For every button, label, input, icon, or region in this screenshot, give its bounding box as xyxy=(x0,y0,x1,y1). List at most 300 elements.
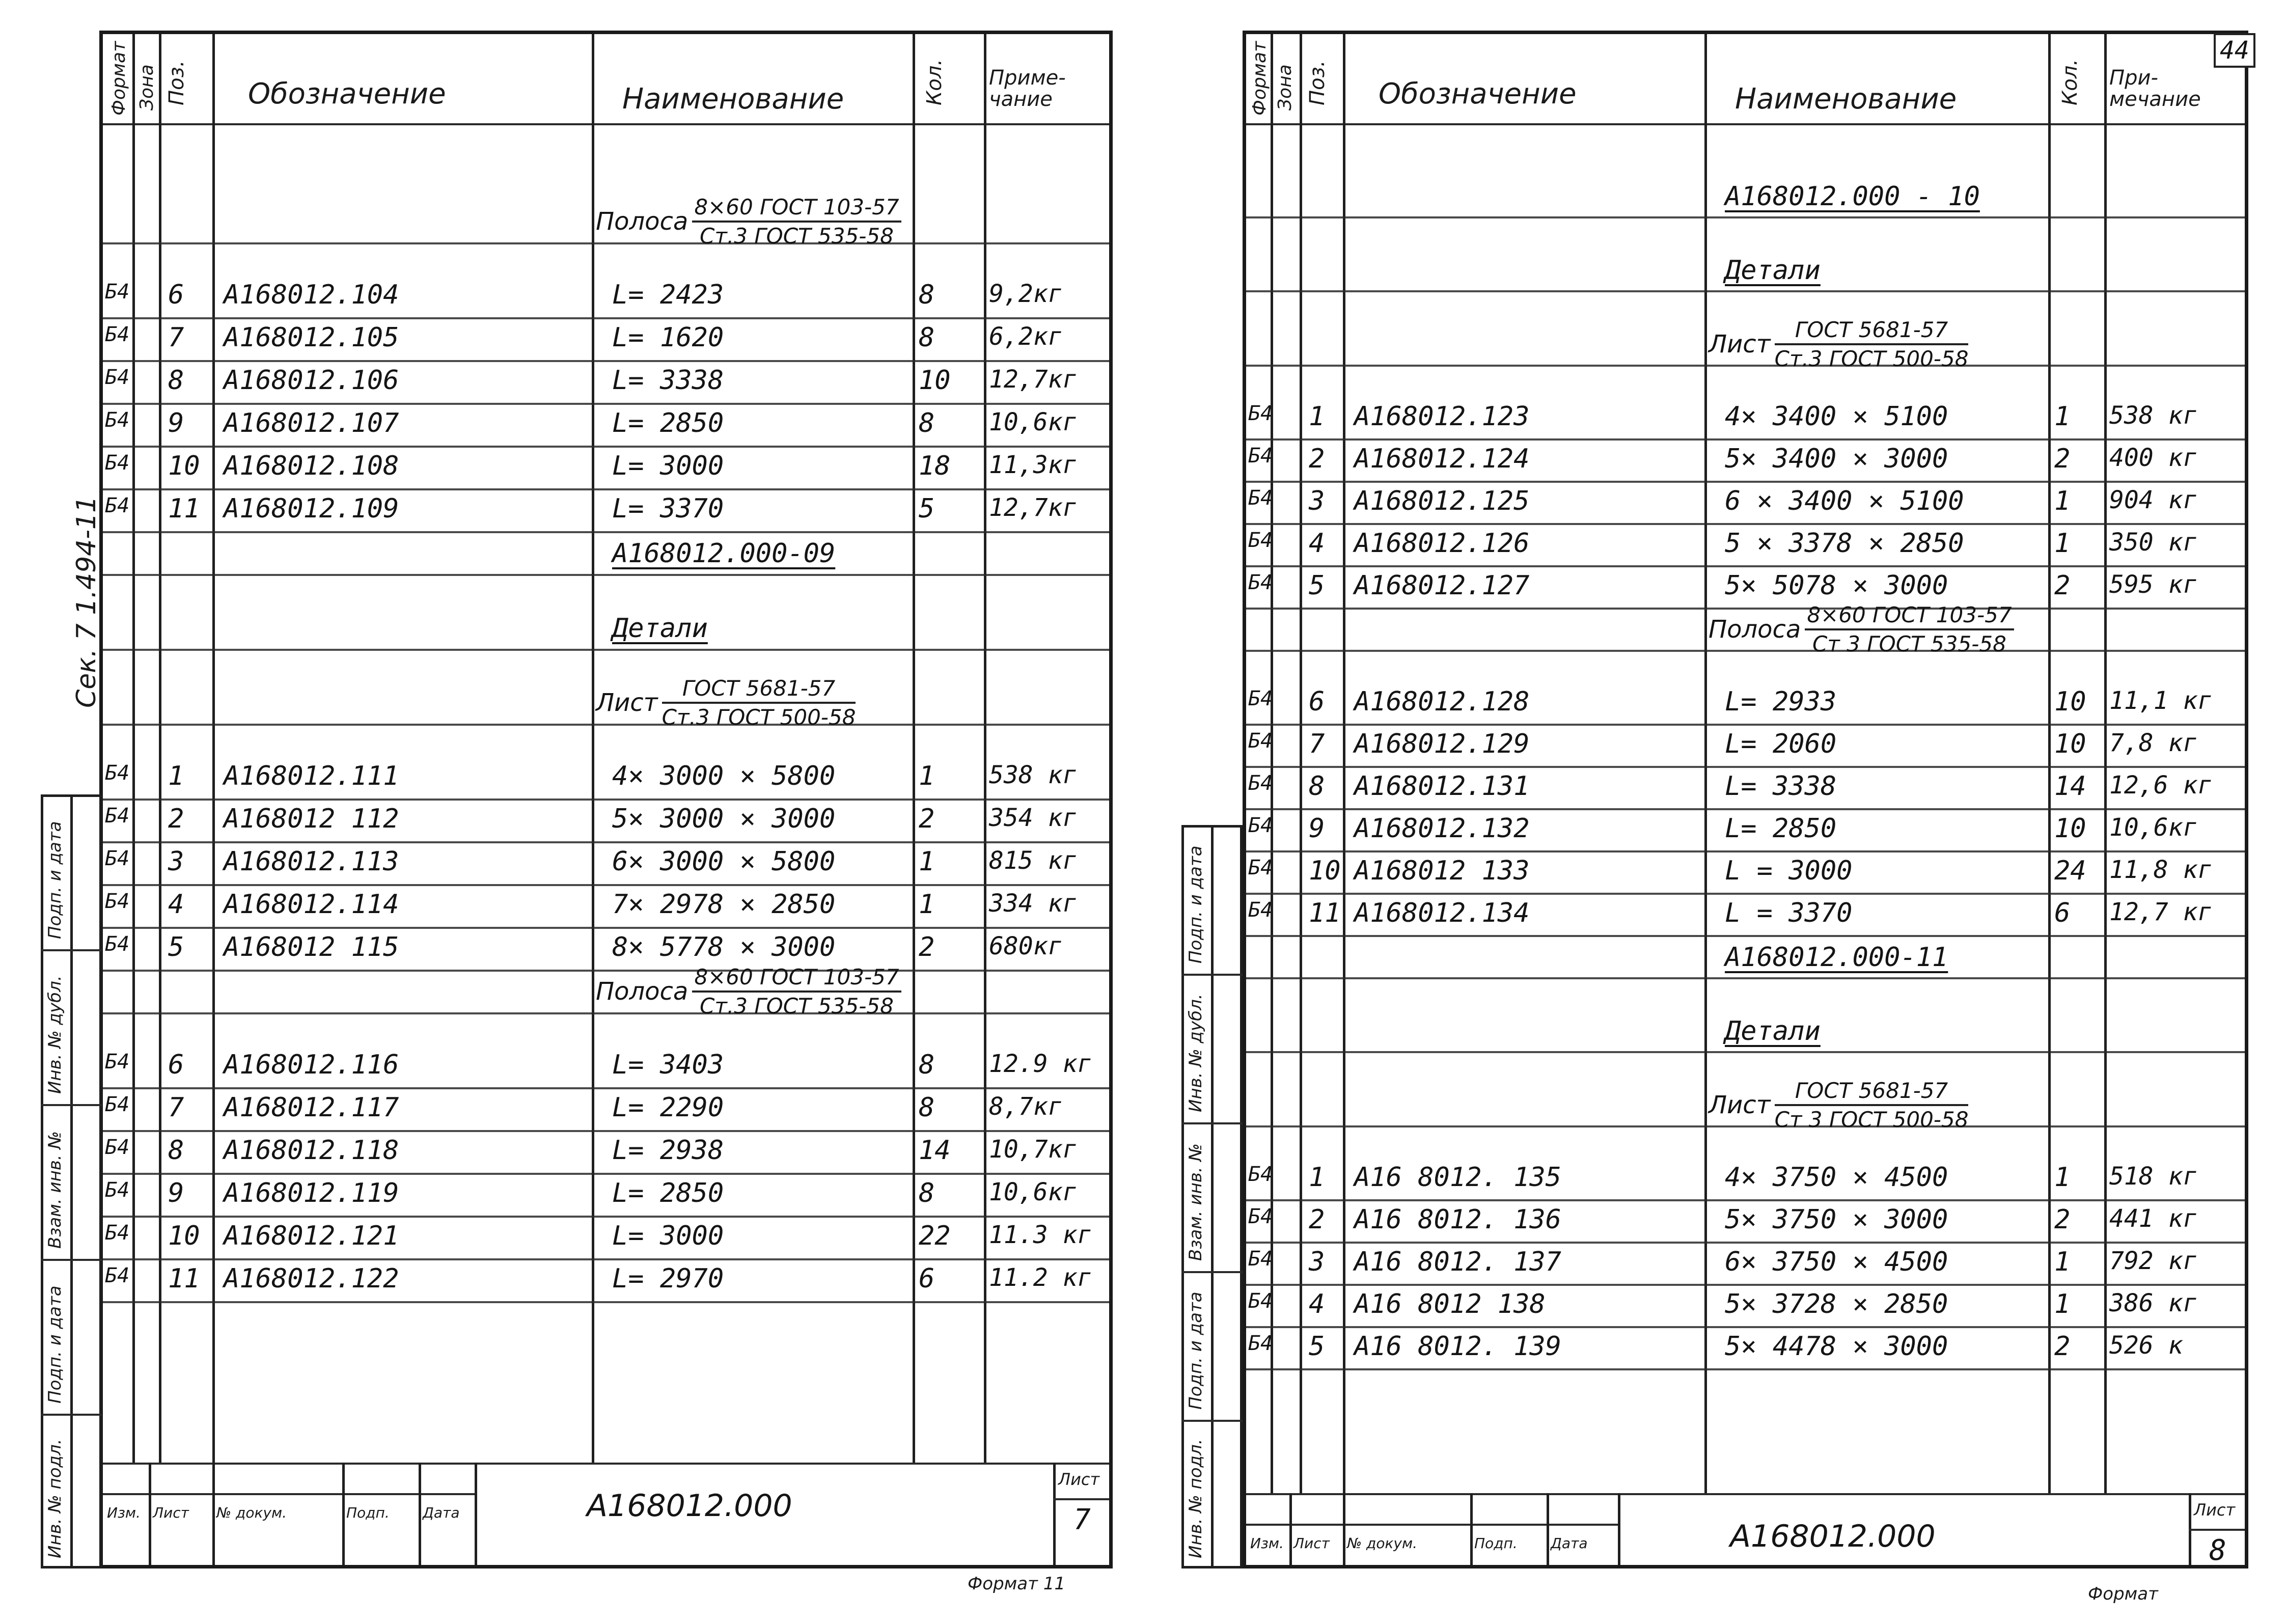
section-title: А168012.000-11 xyxy=(1725,942,1948,973)
row-divider xyxy=(103,574,1109,576)
stamp-field-label: Лист xyxy=(1293,1535,1330,1552)
row-note: 518 кг xyxy=(2109,1162,2198,1191)
row-designation: А168012 133 xyxy=(1354,856,1530,886)
column-divider xyxy=(2048,34,2051,1493)
row-note: 904 кг xyxy=(2109,485,2198,514)
row-divider xyxy=(1246,1368,2245,1370)
row-divider xyxy=(103,317,1109,319)
row-name: L= 3370 xyxy=(612,493,724,524)
stamp-field-label: Дата xyxy=(423,1504,460,1521)
row-note: 386 кг xyxy=(2109,1288,2198,1317)
row-note: 815 кг xyxy=(989,846,1078,875)
row-position: 8 xyxy=(168,1135,184,1166)
stamp-sheet-line xyxy=(2189,1529,2245,1531)
row-name: 6 × 3400 × 5100 xyxy=(1725,485,1964,516)
header-note: При- мечание xyxy=(2109,66,2201,111)
column-divider xyxy=(592,34,594,1463)
row-name: 4× 3750 × 4500 xyxy=(1725,1162,1948,1193)
format-caption-right: Формат xyxy=(2088,1584,2158,1604)
stamp-field-label: № докум. xyxy=(1347,1535,1418,1552)
row-name: L= 2970 xyxy=(612,1263,724,1294)
row-note: 680кг xyxy=(989,932,1063,960)
row-quantity: 8 xyxy=(919,1178,935,1208)
spec-sheet-left xyxy=(99,31,1113,1568)
row-note: 11,3кг xyxy=(989,451,1078,479)
row-divider xyxy=(1246,1051,2245,1053)
stamp-field-divider xyxy=(149,1463,151,1565)
row-designation: А168012.134 xyxy=(1354,898,1530,928)
stamp-field-divider xyxy=(342,1463,345,1565)
material-spec xyxy=(596,965,901,1019)
row-note: 10,7кг xyxy=(989,1135,1078,1164)
row-designation: А168012.107 xyxy=(224,408,399,438)
row-divider xyxy=(1246,1284,2245,1286)
row-format: Б4 xyxy=(1248,444,1273,467)
row-divider xyxy=(103,799,1109,801)
row-format: Б4 xyxy=(105,280,130,304)
row-note: 11.2 кг xyxy=(989,1263,1092,1292)
row-position: 8 xyxy=(168,365,184,396)
row-position: 9 xyxy=(168,408,184,438)
row-position: 6 xyxy=(1309,686,1325,717)
column-divider xyxy=(132,34,135,1463)
stamp-sheet-label: Лист xyxy=(2194,1500,2236,1520)
stamp-field-label: Изм. xyxy=(1250,1535,1284,1552)
row-note: 11,1 кг xyxy=(2109,686,2213,715)
material-grade: Ст 3 ГОСТ 535-58 xyxy=(1812,631,2006,656)
header-note: Приме- чание xyxy=(989,66,1066,111)
row-quantity: 8 xyxy=(919,408,935,438)
material-fraction xyxy=(692,195,901,249)
row-note: 538 кг xyxy=(2109,401,2198,430)
header-format: Формат xyxy=(108,41,129,116)
row-note: 441 кг xyxy=(2109,1204,2198,1233)
row-position: 7 xyxy=(168,322,184,353)
header-name: Наименование xyxy=(622,82,844,116)
row-divider xyxy=(103,360,1109,362)
row-quantity: 1 xyxy=(2054,1162,2071,1193)
row-designation: А168012.122 xyxy=(224,1263,399,1294)
header-format: Формат xyxy=(1249,41,1270,116)
row-position: 6 xyxy=(168,1050,184,1080)
row-divider xyxy=(1246,1199,2245,1201)
material-fraction xyxy=(1775,317,1969,371)
row-divider xyxy=(1246,893,2245,895)
stamp-sheet-label: Лист xyxy=(1058,1470,1100,1489)
row-name: L= 3403 xyxy=(612,1050,724,1080)
row-name: 8× 5778 × 3000 xyxy=(612,932,836,962)
stamp-code-divider xyxy=(1618,1493,1620,1565)
row-position: 6 xyxy=(168,280,184,310)
row-format: Б4 xyxy=(1248,486,1273,510)
row-position: 2 xyxy=(168,804,184,834)
row-note: 334 кг xyxy=(989,889,1078,918)
side-note: Сек. 7 1.494-11 xyxy=(71,496,102,708)
row-format: Б4 xyxy=(105,1178,130,1202)
stamp-document-code: А168012.000 xyxy=(587,1488,792,1524)
row-designation: А168012.118 xyxy=(224,1135,399,1166)
row-designation: А168012.128 xyxy=(1354,686,1530,717)
row-quantity: 6 xyxy=(2054,898,2071,928)
row-quantity: 1 xyxy=(2054,1288,2071,1319)
row-name: 5× 3400 × 3000 xyxy=(1725,443,1948,474)
row-quantity: 1 xyxy=(2054,485,2071,516)
row-name: L= 2423 xyxy=(612,280,724,310)
row-designation: А168012 112 xyxy=(224,804,399,834)
row-name: L= 3338 xyxy=(1725,771,1837,802)
material-spec xyxy=(1709,317,1968,371)
stamp-sheet-number: 7 xyxy=(1073,1503,1091,1536)
row-divider xyxy=(1246,481,2245,483)
stamp-field-divider xyxy=(212,1463,215,1565)
material-grade: Ст.3 ГОСТ 535-58 xyxy=(700,224,894,249)
row-position: 8 xyxy=(1309,771,1325,802)
row-designation: А16 8012. 139 xyxy=(1354,1331,1561,1362)
stamp-code-divider xyxy=(475,1463,477,1565)
row-name: L = 3000 xyxy=(1725,856,1853,886)
row-divider xyxy=(1246,766,2245,768)
row-format: Б4 xyxy=(105,847,130,870)
column-divider xyxy=(212,34,215,1463)
material-fraction xyxy=(692,965,901,1019)
row-divider xyxy=(1246,808,2245,810)
row-designation: А168012.106 xyxy=(224,365,399,396)
header-name: Наименование xyxy=(1735,82,1957,116)
row-quantity: 8 xyxy=(919,1050,935,1080)
header-designation: Обозначение xyxy=(248,77,446,111)
row-position: 9 xyxy=(168,1178,184,1208)
column-divider xyxy=(1343,34,1345,1493)
row-format: Б4 xyxy=(105,451,130,475)
row-quantity: 24 xyxy=(2054,856,2086,886)
row-divider xyxy=(103,1130,1109,1132)
row-quantity: 1 xyxy=(919,761,935,791)
side-divider xyxy=(70,794,73,1568)
row-divider xyxy=(103,1173,1109,1175)
row-format: Б4 xyxy=(105,804,130,828)
column-divider xyxy=(1704,34,1707,1493)
stamp-sheet-number: 8 xyxy=(2209,1534,2226,1567)
row-designation: А168012.105 xyxy=(224,322,399,353)
row-quantity: 2 xyxy=(919,804,935,834)
row-divider xyxy=(103,841,1109,843)
material-grade: Ст.3 ГОСТ 500-58 xyxy=(1774,346,1969,371)
row-divider xyxy=(1246,565,2245,567)
side-label: Взам. инв. № xyxy=(1186,1143,1206,1261)
row-name: L= 1620 xyxy=(612,322,724,353)
row-format: Б4 xyxy=(1248,528,1273,552)
row-position: 5 xyxy=(1309,1331,1325,1362)
row-position: 11 xyxy=(168,1263,200,1294)
side-label: Подп. и дата xyxy=(45,1285,65,1403)
stamp-field-divider xyxy=(1343,1493,1345,1565)
section-title: А168012.000 - 10 xyxy=(1725,181,1980,212)
header-divider xyxy=(103,123,1109,125)
side-segment-divider xyxy=(1181,974,1243,976)
row-divider xyxy=(103,446,1109,448)
row-position: 5 xyxy=(1309,570,1325,601)
row-divider xyxy=(103,1258,1109,1260)
row-position: 3 xyxy=(168,846,184,877)
column-divider xyxy=(2104,34,2107,1493)
material-spec xyxy=(1709,602,2014,656)
row-note: 8,7кг xyxy=(989,1092,1063,1121)
row-name: 4× 3000 × 5800 xyxy=(612,761,836,791)
row-position: 10 xyxy=(168,451,200,481)
material-fraction xyxy=(1775,1078,1969,1132)
column-divider xyxy=(913,34,915,1463)
row-quantity: 10 xyxy=(2054,813,2086,844)
row-designation: А168012.124 xyxy=(1354,443,1530,474)
row-position: 2 xyxy=(1309,1204,1325,1235)
section-title: Детали xyxy=(612,613,708,644)
material-spec xyxy=(596,676,856,730)
material-grade: Ст 3 ГОСТ 500-58 xyxy=(1774,1107,1969,1132)
row-designation: А168012.132 xyxy=(1354,813,1530,844)
row-quantity: 1 xyxy=(919,846,935,877)
side-segment-divider xyxy=(41,1104,102,1106)
side-segment-divider xyxy=(1181,1122,1243,1124)
row-designation: А168012.113 xyxy=(224,846,399,877)
row-designation: А168012.125 xyxy=(1354,485,1530,516)
row-name: 4× 3400 × 5100 xyxy=(1725,401,1948,432)
side-segment-divider xyxy=(41,1414,102,1416)
row-format: Б4 xyxy=(1248,1289,1273,1313)
row-quantity: 10 xyxy=(919,365,951,396)
row-designation: А168012.127 xyxy=(1354,570,1530,601)
row-format: Б4 xyxy=(1248,401,1273,425)
row-note: 11,8 кг xyxy=(2109,856,2213,884)
header-zone: Зона xyxy=(1275,64,1296,111)
header-quantity: Кол. xyxy=(923,59,946,105)
row-note: 9,2кг xyxy=(989,280,1063,308)
row-note: 12,7кг xyxy=(989,493,1078,522)
row-name: L= 2850 xyxy=(1725,813,1837,844)
row-note: 350 кг xyxy=(2109,528,2198,557)
row-note: 11.3 кг xyxy=(989,1221,1092,1249)
section-title: А168012.000-09 xyxy=(612,538,836,569)
row-note: 595 кг xyxy=(2109,570,2198,599)
row-position: 7 xyxy=(168,1092,184,1123)
side-label: Инв. № дубл. xyxy=(45,975,65,1094)
row-name: L= 2938 xyxy=(612,1135,724,1166)
row-name: L= 2060 xyxy=(1725,729,1837,759)
row-quantity: 2 xyxy=(2054,570,2071,601)
side-label: Подп. и дата xyxy=(1186,845,1206,964)
row-quantity: 1 xyxy=(2054,528,2071,559)
row-position: 11 xyxy=(1309,898,1341,928)
material-standard: 8×60 ГОСТ 103-57 xyxy=(692,195,901,223)
stamp-sheet-divider xyxy=(1053,1463,1056,1565)
row-divider xyxy=(103,1087,1109,1089)
row-quantity: 6 xyxy=(919,1263,935,1294)
row-quantity: 1 xyxy=(919,889,935,920)
stamp-top-line xyxy=(1246,1493,2245,1495)
row-divider xyxy=(1246,724,2245,726)
row-quantity: 2 xyxy=(919,932,935,962)
row-format: Б4 xyxy=(105,1050,130,1074)
row-name: 5× 5078 × 3000 xyxy=(1725,570,1948,601)
side-label: Взам. инв. № xyxy=(45,1131,65,1249)
stamp-field-label: Подп. xyxy=(1474,1535,1518,1552)
row-designation: А168012.114 xyxy=(224,889,399,920)
side-segment-divider xyxy=(41,949,102,951)
row-divider xyxy=(1246,935,2245,937)
row-designation: А16 8012. 136 xyxy=(1354,1204,1561,1235)
side-divider xyxy=(1211,825,1214,1568)
row-format: Б4 xyxy=(105,761,130,785)
row-format: Б4 xyxy=(105,1264,130,1287)
material-standard: ГОСТ 5681-57 xyxy=(1775,317,1969,345)
row-note: 6,2кг xyxy=(989,322,1063,351)
row-format: Б4 xyxy=(1248,1247,1273,1271)
row-designation: А16 8012. 135 xyxy=(1354,1162,1561,1193)
stamp-sheet-line xyxy=(1053,1498,1109,1500)
material-name: Лист xyxy=(1709,1090,1771,1119)
row-divider xyxy=(103,927,1109,929)
row-divider xyxy=(103,1216,1109,1218)
row-quantity: 8 xyxy=(919,322,935,353)
row-quantity: 2 xyxy=(2054,1331,2071,1362)
row-name: L= 3000 xyxy=(612,451,724,481)
column-divider xyxy=(984,34,986,1463)
material-name: Лист xyxy=(596,689,658,717)
side-stamp-column-right xyxy=(1181,825,1243,1568)
row-position: 1 xyxy=(168,761,184,791)
row-divider xyxy=(1246,290,2245,292)
row-name: L= 2850 xyxy=(612,408,724,438)
row-quantity: 1 xyxy=(2054,401,2071,432)
row-quantity: 10 xyxy=(2054,729,2086,759)
header-divider xyxy=(1246,123,2245,125)
row-note: 526 к xyxy=(2109,1331,2183,1360)
material-standard: ГОСТ 5681-57 xyxy=(662,676,856,704)
stamp-field-label: Подп. xyxy=(346,1504,390,1521)
row-designation: А168012.131 xyxy=(1354,771,1530,802)
row-divider xyxy=(1246,850,2245,852)
row-position: 4 xyxy=(1309,1288,1325,1319)
row-designation: А168012 115 xyxy=(224,932,399,962)
format-caption-left: Формат 11 xyxy=(968,1574,1066,1594)
material-name: Лист xyxy=(1709,329,1771,359)
material-spec xyxy=(1709,1078,1968,1132)
row-quantity: 2 xyxy=(2054,443,2071,474)
row-name: 5× 3728 × 2850 xyxy=(1725,1288,1948,1319)
section-title: Детали xyxy=(1725,255,1821,286)
row-format: Б4 xyxy=(105,408,130,432)
row-format: Б4 xyxy=(1248,687,1273,710)
row-note: 12,7 кг xyxy=(2109,898,2213,926)
row-quantity: 8 xyxy=(919,280,935,310)
row-name: L= 3338 xyxy=(612,365,724,396)
header-designation: Обозначение xyxy=(1379,77,1577,111)
material-standard: 8×60 ГОСТ 103-57 xyxy=(1805,602,2014,630)
row-format: Б4 xyxy=(1248,856,1273,879)
stamp-document-code: А168012.000 xyxy=(1730,1519,1936,1554)
side-stamp-column-left xyxy=(41,794,102,1568)
row-position: 11 xyxy=(168,493,200,524)
row-name: 5 × 3378 × 2850 xyxy=(1725,528,1964,559)
material-standard: 8×60 ГОСТ 103-57 xyxy=(692,965,901,993)
row-position: 9 xyxy=(1309,813,1325,844)
stamp-field-divider xyxy=(1289,1493,1292,1565)
row-note: 12.9 кг xyxy=(989,1050,1092,1078)
material-name: Полоса xyxy=(596,977,688,1006)
row-divider xyxy=(103,649,1109,651)
row-divider xyxy=(1246,523,2245,525)
row-position: 5 xyxy=(168,932,184,962)
row-format: Б4 xyxy=(1248,1162,1273,1186)
row-name: 5× 3000 × 3000 xyxy=(612,804,836,834)
column-divider xyxy=(1300,34,1302,1493)
row-divider xyxy=(103,488,1109,490)
row-name: 6× 3000 × 5800 xyxy=(612,846,836,877)
page-number: 44 xyxy=(2214,33,2255,68)
row-divider xyxy=(1246,438,2245,441)
side-segment-divider xyxy=(1181,1420,1243,1422)
row-note: 792 кг xyxy=(2109,1246,2198,1275)
row-designation: А168012.117 xyxy=(224,1092,399,1123)
spec-sheet-right xyxy=(1243,31,2248,1568)
row-divider xyxy=(103,403,1109,405)
row-name: 7× 2978 × 2850 xyxy=(612,889,836,920)
row-format: Б4 xyxy=(105,1093,130,1116)
row-designation: А168012.129 xyxy=(1354,729,1530,759)
header-zone: Зона xyxy=(136,64,157,111)
row-format: Б4 xyxy=(105,1136,130,1159)
side-segment-divider xyxy=(41,1259,102,1261)
side-label: Инв. № подл. xyxy=(1186,1439,1206,1558)
row-quantity: 22 xyxy=(919,1221,951,1251)
row-designation: А168012.116 xyxy=(224,1050,399,1080)
row-quantity: 14 xyxy=(919,1135,951,1166)
row-position: 2 xyxy=(1309,443,1325,474)
row-note: 7,8 кг xyxy=(2109,729,2198,757)
row-format: Б4 xyxy=(1248,729,1273,753)
row-divider xyxy=(1246,1326,2245,1328)
row-note: 10,6кг xyxy=(989,1178,1078,1206)
stamp-field-divider xyxy=(1470,1493,1473,1565)
row-note: 538 кг xyxy=(989,761,1078,789)
row-quantity: 18 xyxy=(919,451,951,481)
row-position: 7 xyxy=(1309,729,1325,759)
row-designation: А16 8012. 137 xyxy=(1354,1246,1561,1277)
material-spec xyxy=(596,195,901,249)
column-divider xyxy=(159,34,161,1463)
row-name: 5× 4478 × 3000 xyxy=(1725,1331,1948,1362)
stamp-field-divider xyxy=(419,1463,421,1565)
material-grade: Ст.3 ГОСТ 500-58 xyxy=(662,705,856,730)
row-divider xyxy=(1246,1242,2245,1244)
row-position: 3 xyxy=(1309,485,1325,516)
row-divider xyxy=(103,531,1109,533)
row-divider xyxy=(103,1301,1109,1303)
row-designation: А168012.123 xyxy=(1354,401,1530,432)
row-note: 400 кг xyxy=(2109,443,2198,472)
row-designation: А168012.108 xyxy=(224,451,399,481)
row-name: 6× 3750 × 4500 xyxy=(1725,1246,1948,1277)
row-note: 12,6 кг xyxy=(2109,771,2213,800)
row-quantity: 1 xyxy=(2054,1246,2071,1277)
row-format: Б4 xyxy=(1248,772,1273,795)
material-fraction xyxy=(662,676,856,730)
material-fraction xyxy=(1805,602,2014,656)
row-format: Б4 xyxy=(1248,898,1273,922)
row-format: Б4 xyxy=(1248,814,1273,837)
stamp-top-line xyxy=(103,1463,1109,1465)
row-name: L= 3000 xyxy=(612,1221,724,1251)
material-grade: Ст.3 ГОСТ 535-58 xyxy=(700,994,894,1019)
